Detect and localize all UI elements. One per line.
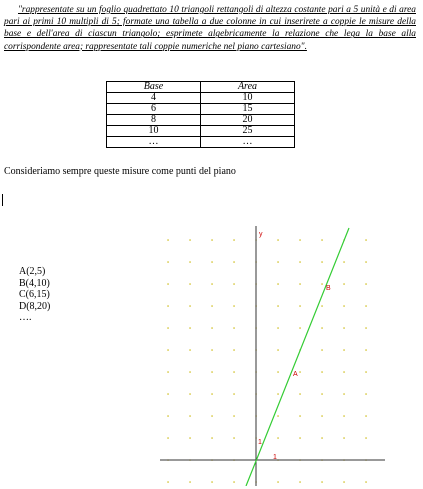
grid-dot [211,305,212,306]
grid-dot [365,327,366,328]
grid-dot [167,261,168,262]
grid-dot [343,415,344,416]
grid-dot [167,415,168,416]
grid-dot [321,415,322,416]
grid-dot [365,415,366,416]
table-row [107,93,295,104]
grid-dot [321,239,322,240]
point-item: …. [19,312,32,323]
grid-dot [299,239,300,240]
grid-dot [189,437,190,438]
grid-dot [189,261,190,262]
base-area-table [106,81,295,148]
tick-label-x: 1 [273,454,277,461]
grid-dot [189,305,190,306]
grid-dot [365,239,366,240]
grid-dot [365,349,366,350]
grid-dot [277,261,278,262]
grid-dot [211,393,212,394]
grid-dot [321,327,322,328]
grid-dot [343,283,344,284]
grid-dot [167,327,168,328]
table-row [107,115,295,126]
grid-dot [299,305,300,306]
intro-sentence: Consideriamo sempre queste misure come punti del piano [4,166,236,177]
grid-dot [321,261,322,262]
table-row [107,137,295,148]
table-header-row [107,82,295,93]
grid-dot [343,305,344,306]
cell-area: 20 [201,115,295,126]
y-axis-label: y [259,231,263,238]
table-row [107,126,295,137]
grid-dot [321,283,322,284]
grid-dot [277,393,278,394]
grid-dot [277,283,278,284]
grid-dot [299,415,300,416]
grid-dot [321,349,322,350]
grid-dot [299,437,300,438]
grid-dot [211,437,212,438]
grid-dot [211,261,212,262]
grid-dot [189,283,190,284]
grid-dot [277,305,278,306]
grid-dot [167,393,168,394]
grid-dot [343,349,344,350]
grid-dot [189,371,190,372]
grid-dot [211,481,212,482]
header-area: Area [201,82,295,93]
point-label-b: B [326,285,331,292]
grid-dot [189,481,190,482]
grid-dot [233,239,234,240]
grid-dot [189,327,190,328]
grid-dot [233,283,234,284]
grid-dot [167,305,168,306]
grid-dot [233,415,234,416]
grid-dot [277,349,278,350]
grid-dot [211,283,212,284]
point-label-a: A [293,371,298,378]
cell-area: 25 [201,126,295,137]
grid-dot [277,327,278,328]
grid-dot [233,327,234,328]
grid-dot [167,283,168,284]
grid-dot [167,239,168,240]
grid-dot [233,481,234,482]
text-cursor[interactable] [2,194,3,206]
grid-dot [211,327,212,328]
grid-dot [299,393,300,394]
cell-base: 4 [107,93,201,104]
grid-dot [233,349,234,350]
grid-dot [321,481,322,482]
grid-dot [277,371,278,372]
grid-dot [343,327,344,328]
grid-dot [365,437,366,438]
cell-base: … [107,137,201,148]
grid-dot [365,283,366,284]
header-base: Base [107,82,201,93]
cell-base: 6 [107,104,201,115]
grid-dot [343,393,344,394]
point-item: C(6,15) [19,289,50,300]
cell-area: 15 [201,104,295,115]
cell-area: … [201,137,295,148]
grid-dot [365,481,366,482]
grid-dot [365,305,366,306]
grid-dot [189,393,190,394]
grid-dot [277,437,278,438]
grid-dot [365,393,366,394]
grid-dot [365,261,366,262]
grid-dot [321,371,322,372]
grid-dot [365,371,366,372]
grid-dot [343,481,344,482]
grid-dot [233,305,234,306]
grid-dot [343,261,344,262]
points-list [19,266,50,324]
point-item: B(4,10) [19,277,50,289]
grid-dot [299,327,300,328]
grid-dot [277,239,278,240]
cell-base: 8 [107,115,201,126]
grid-dot [299,371,300,372]
cartesian-plane [160,224,385,486]
grid-dots [167,239,366,482]
grid-dot [189,415,190,416]
grid-dot [211,371,212,372]
grid-dot [321,393,322,394]
cell-base: 10 [107,126,201,137]
grid-dot [299,481,300,482]
grid-dot [321,305,322,306]
linear-function-line [246,228,349,486]
grid-dot [299,261,300,262]
grid-dot [277,481,278,482]
grid-dot [299,283,300,284]
tick-label-y: 1 [258,439,262,446]
grid-dot [343,371,344,372]
grid-dot [343,437,344,438]
grid-dot [211,239,212,240]
cell-area: 10 [201,93,295,104]
grid-dot [189,349,190,350]
grid-dot [211,415,212,416]
grid-dot [167,349,168,350]
grid-dot [233,437,234,438]
grid-dot [211,349,212,350]
grid-dot [233,371,234,372]
grid-dot [321,437,322,438]
grid-dot [233,261,234,262]
grid-dot [167,437,168,438]
assignment-quote: "rappresentate su un foglio quadrettato 10 triangoli rettangoli di altezza costante pari a 5 unità e di area pari ai primi 10 multipli di 5; formate una tabella a due colonne in cui inserirete a coppie le misure della base e dell'area di ciascun triangolo; esprimete algebricamente la relazione che lega la base alla corrispondente area; rappresentate tali coppie numeriche nel piano cartesiano". [4,5,416,52]
grid-dot [233,393,234,394]
grid-dot [167,481,168,482]
table-row [107,104,295,115]
grid-dot [167,371,168,372]
point-item: D(8,20) [19,300,51,312]
grid-dot [277,415,278,416]
point-item: A(2,5) [19,266,46,277]
grid-dot [189,239,190,240]
